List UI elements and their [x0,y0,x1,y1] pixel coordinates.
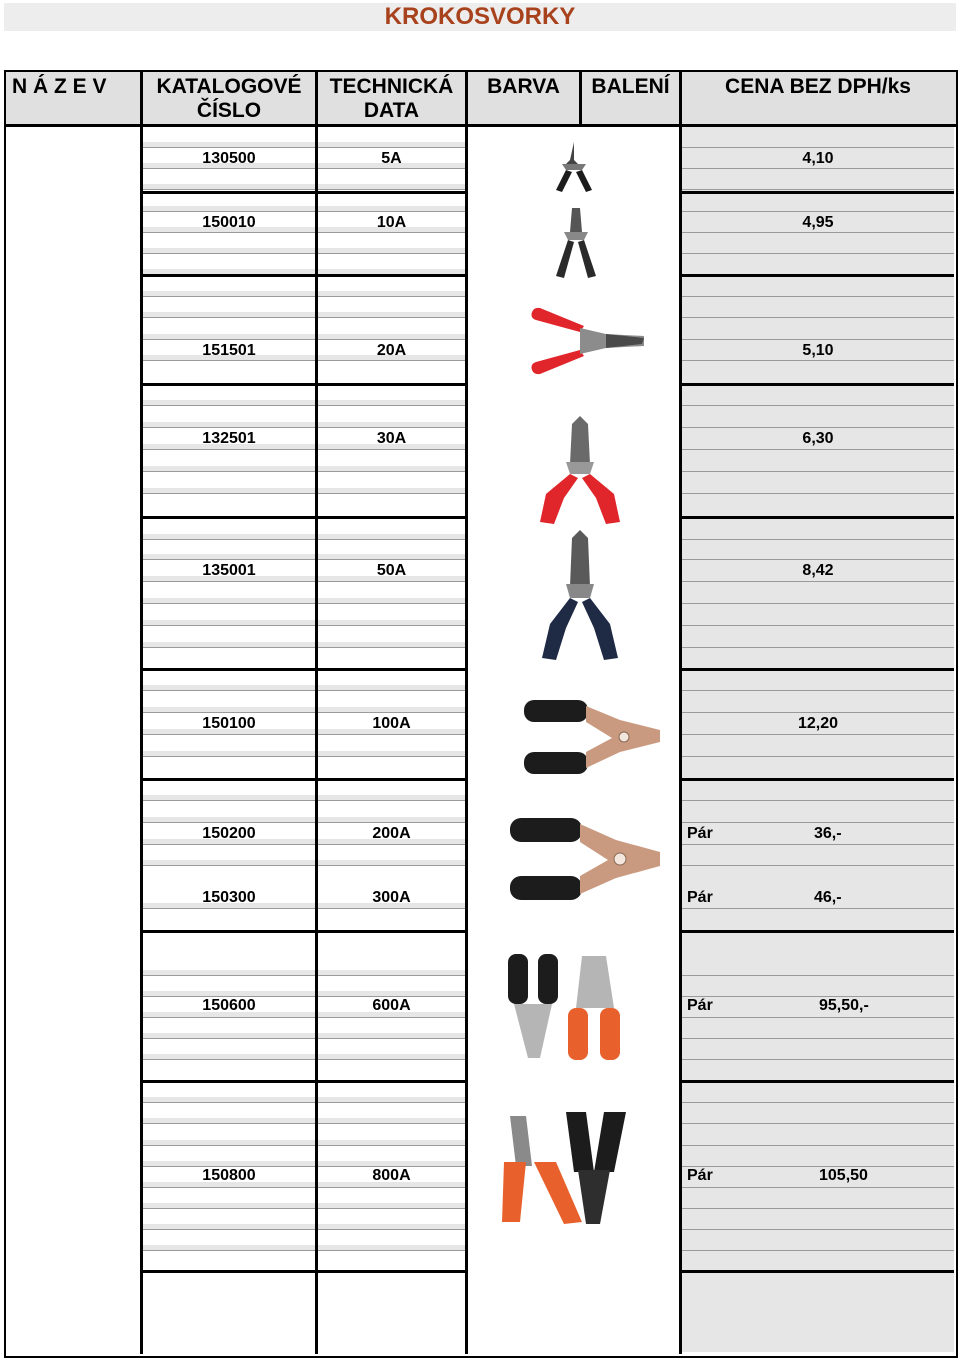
row-line [318,1038,465,1039]
row-line [143,360,315,361]
catalog-number: 150600 [202,997,256,1014]
red-clip-icon [534,414,626,528]
price: 95,50,- [819,997,869,1014]
row-line [318,253,465,254]
header-baleni: BALENÍ [591,75,670,98]
row-line [318,1017,465,1018]
row-line [682,756,954,757]
group-separator [140,274,468,277]
row-line [143,427,315,428]
row-line [143,734,315,735]
red-clip-icon [526,304,648,378]
row-line [318,844,465,845]
row-line [682,253,954,254]
row-line [682,908,954,909]
row-line [143,1166,315,1167]
row-line [682,996,954,997]
catalog-number: 150010 [202,214,256,231]
col-divider-1 [140,72,143,1354]
row-line [682,1123,954,1124]
header-tech [318,75,465,123]
row-line [682,690,954,691]
header-katalog-line1: KATALOGOVÉ [156,75,302,98]
row-line [143,471,315,472]
group-separator [679,1270,954,1273]
row-line [318,147,465,148]
navy-clip-icon [534,528,626,664]
row-line [318,539,465,540]
row-line [682,844,954,845]
price: 8,42 [802,562,834,579]
group-separator [140,778,468,781]
row-line [318,559,465,560]
group-separator [679,383,954,386]
row-line [143,647,315,648]
row-line [143,211,315,212]
row-line [682,1059,954,1060]
row-line [682,339,954,340]
row-line [143,405,315,406]
price: 105,50 [819,1167,868,1184]
row-line [318,603,465,604]
row-line [318,296,465,297]
row-line [143,712,315,713]
row-line [143,317,315,318]
row-line [318,822,465,823]
tech-data: 600A [372,997,411,1014]
row-line [318,865,465,866]
header-tech-line1: TECHNICKÁ [329,75,454,98]
row-line [682,603,954,604]
black-orange-clip-pair-icon [486,948,648,1068]
row-line [682,317,954,318]
row-line [143,168,315,169]
row-line [682,712,954,713]
row-line [143,690,315,691]
row-line [318,1102,465,1103]
row-line [682,975,954,976]
row-line [143,1229,315,1230]
catalog-number: 151501 [202,342,256,359]
row-line [318,1059,465,1060]
col-divider-3 [465,72,468,1354]
price-column-shading [681,127,954,1352]
tech-data: 10A [376,214,407,231]
row-line [318,1229,465,1230]
row-line [318,690,465,691]
row-line [143,975,315,976]
row-line [682,360,954,361]
price: 4,95 [802,214,834,231]
row-line [143,339,315,340]
row-line [682,296,954,297]
row-line [682,865,954,866]
catalog-number: 130500 [202,150,256,167]
tech-data: 200A [372,825,411,842]
row-line [143,493,315,494]
row-line [143,822,315,823]
row-line [682,822,954,823]
row-line [682,1038,954,1039]
row-line [143,603,315,604]
orange-black-clip-pair-icon [486,1106,648,1228]
row-line [318,211,465,212]
tech-data: 800A [372,1167,411,1184]
row-line [143,1145,315,1146]
group-separator [679,516,954,519]
packaging-unit: Pár [687,997,713,1014]
row-line [143,1038,315,1039]
black-copper-clip-icon [520,694,664,780]
row-line [318,189,465,190]
row-line [682,168,954,169]
row-line [318,756,465,757]
row-line [143,844,315,845]
header-katalog-line2: ČÍSLO [196,99,262,122]
row-line [318,975,465,976]
packaging-unit: Pár [687,1167,713,1184]
small-black-clip-icon [550,204,602,280]
tech-data: 20A [376,342,407,359]
price: 4,10 [802,150,834,167]
row-line [143,581,315,582]
row-line [682,1017,954,1018]
group-separator [140,1080,468,1083]
group-separator [679,274,954,277]
row-line [682,189,954,190]
row-line [143,1250,315,1251]
catalog-number: 132501 [202,430,256,447]
row-line [318,317,465,318]
tech-data: 300A [372,889,411,906]
price: 36,- [814,825,842,842]
black-copper-clip-icon [506,812,664,906]
col-divider-5 [679,72,682,1354]
catalog-number: 135001 [202,562,256,579]
group-separator [140,383,468,386]
row-line [143,449,315,450]
row-line [318,1187,465,1188]
row-line [318,1166,465,1167]
catalog-number: 150800 [202,1167,256,1184]
row-line [318,360,465,361]
row-line [682,211,954,212]
row-line [143,1208,315,1209]
row-line [682,471,954,472]
row-line [143,559,315,560]
row-line [143,800,315,801]
header-katalog [143,75,315,123]
row-line [318,232,465,233]
group-separator [140,668,468,671]
row-line [682,734,954,735]
header-cena: CENA BEZ DPH/ks [725,75,911,98]
row-line [682,800,954,801]
row-line [682,581,954,582]
price: 46,- [814,889,842,906]
row-line [143,865,315,866]
tech-data: 50A [376,562,407,579]
group-separator [679,1080,954,1083]
row-line [318,168,465,169]
row-line [682,1102,954,1103]
row-line [318,449,465,450]
price: 5,10 [802,342,834,359]
row-line [318,471,465,472]
row-line [143,296,315,297]
row-line [318,908,465,909]
row-line [318,1250,465,1251]
row-line [682,647,954,648]
row-line [682,1145,954,1146]
row-line [682,427,954,428]
row-line [318,581,465,582]
group-separator [679,668,954,671]
col-divider-2 [315,72,318,1354]
header-tech-line2: DATA [363,99,420,122]
row-line [143,1102,315,1103]
group-separator [140,191,468,194]
row-line [318,800,465,801]
row-line [318,427,465,428]
header-nazev: N Á Z E V [12,75,107,98]
row-line [318,647,465,648]
group-separator [140,516,468,519]
row-line [318,339,465,340]
group-separator [679,191,954,194]
tech-data: 30A [376,430,407,447]
row-line [143,1017,315,1018]
row-line [682,1208,954,1209]
row-line [682,625,954,626]
row-line [143,189,315,190]
row-line [143,253,315,254]
row-line [682,405,954,406]
row-line [143,1187,315,1188]
row-line [682,147,954,148]
catalog-number: 150200 [202,825,256,842]
row-line [143,756,315,757]
row-line [143,908,315,909]
row-line [682,232,954,233]
row-line [682,1166,954,1167]
group-separator [140,1270,468,1273]
tech-data: 100A [372,715,411,732]
row-line [143,996,315,997]
group-separator [679,778,954,781]
catalog-number: 150100 [202,715,256,732]
catalog-number: 150300 [202,889,256,906]
row-line [318,712,465,713]
row-line [318,625,465,626]
tech-data: 5A [381,150,402,167]
price: 6,30 [802,430,834,447]
packaging-unit: Pár [687,825,713,842]
row-line [318,996,465,997]
row-line [318,493,465,494]
row-line [318,1208,465,1209]
header-bottom-line [6,124,956,127]
row-line [143,1059,315,1060]
row-line [682,539,954,540]
row-line [682,1229,954,1230]
group-separator [140,930,468,933]
row-line [318,1123,465,1124]
page-title: KROKOSVORKY [384,3,576,30]
small-black-clip-icon [548,140,600,194]
row-line [682,493,954,494]
row-line [682,559,954,560]
row-line [318,734,465,735]
row-line [682,1187,954,1188]
row-line [682,449,954,450]
group-separator [679,930,954,933]
row-line [318,1145,465,1146]
row-line [143,147,315,148]
row-line [143,232,315,233]
row-line [143,1123,315,1124]
packaging-unit: Pár [687,889,713,906]
header-barva: BARVA [487,75,560,98]
row-line [682,1250,954,1251]
row-line [143,539,315,540]
price: 12,20 [797,715,839,732]
row-line [318,405,465,406]
row-line [143,625,315,626]
